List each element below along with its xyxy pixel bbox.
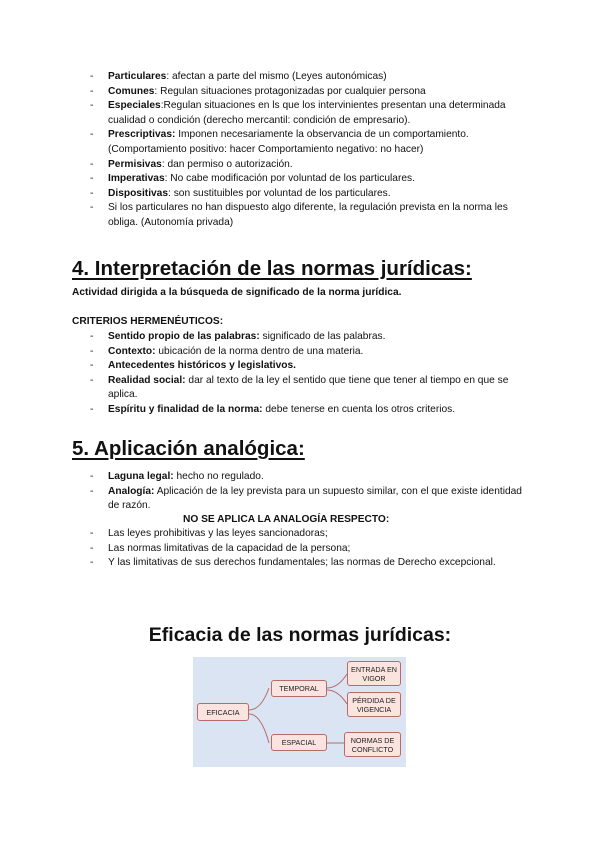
bullet-dash: - xyxy=(90,158,94,170)
perdida-de-vigencia-box: PÉRDIDA DE VIGENCIA xyxy=(347,692,401,717)
bullet-dash: - xyxy=(90,173,94,185)
item-description: hecho no regulado. xyxy=(173,471,264,482)
item-description: Imponen necesariamente la observancia de un comportamiento. (Comportamiento positivo: hacer Comportamiento negativo: no hacer) xyxy=(108,129,469,155)
bullet-dash: - xyxy=(90,528,94,539)
item-term: Prescriptivas: xyxy=(108,129,176,141)
item-description: :Regulan situaciones en ls que los intervinientes presentan una determinada cualidad o condición (derecho mercantil: condición de empresario). xyxy=(108,100,506,126)
entrada-en-vigor-box: ENTRADA EN VIGOR xyxy=(347,661,401,686)
list-item xyxy=(72,187,532,202)
list-item xyxy=(72,374,532,403)
bullet-dash: - xyxy=(90,345,94,357)
connector-temporal-perdida xyxy=(327,690,347,704)
item-description: : No cabe modificación por voluntad de los particulares. xyxy=(164,173,415,185)
connector-root-temporal xyxy=(249,688,269,710)
item-term: Comunes xyxy=(108,85,155,97)
item-description: Aplicación de la ley prevista para un supuesto similar, con el que existe identidad de razón. xyxy=(108,485,522,512)
item-term: Antecedentes históricos y legislativos. xyxy=(108,360,296,372)
list-item xyxy=(72,359,532,374)
item-term: Particulares xyxy=(108,71,167,82)
item-description: Si los particulares no han dispuesto algo diferente, la regulación prevista en la norma les obliga. (Autonomía privada) xyxy=(108,202,508,228)
no-aplica-list xyxy=(72,527,532,571)
item-term: Contexto: xyxy=(108,345,156,357)
item-text: Y las limitativas de sus derechos fundamentales; las normas de Derecho excepcional. xyxy=(108,557,496,569)
bullet-dash: - xyxy=(90,403,94,415)
section-5-title: 5. Aplicación analógica: xyxy=(72,437,305,460)
list-item xyxy=(72,85,532,100)
section-4-subtitle: Actividad dirigida a la búsqueda de significado de la norma jurídica. xyxy=(72,287,402,298)
bullet-dash: - xyxy=(90,187,94,199)
list-item xyxy=(72,470,532,485)
item-description: : afectan a parte del mismo (Leyes autonómicas) xyxy=(166,71,387,82)
list-item xyxy=(72,403,532,418)
criteria-heading: CRITERIOS HERMENÉUTICOS: xyxy=(72,316,224,327)
item-description: : dan permiso o autorización. xyxy=(161,158,293,170)
bullet-dash: - xyxy=(90,542,94,554)
espacial-box: ESPACIAL xyxy=(271,734,327,751)
list-item xyxy=(72,527,532,542)
connector-temporal-entrada xyxy=(327,674,347,688)
item-term: Sentido propio de las palabras: xyxy=(108,331,260,342)
normas-de-conflicto-box: NORMAS DE CONFLICTO xyxy=(344,732,401,757)
list-item xyxy=(72,330,532,345)
item-term: Imperativas xyxy=(108,173,165,185)
bullet-dash: - xyxy=(90,557,94,569)
list-item xyxy=(72,542,532,557)
item-description: dar al texto de la ley el sentido que tiene que tener al tiempo en que se aplica. xyxy=(108,374,509,401)
temporal-box: TEMPORAL xyxy=(271,680,327,697)
item-term: Laguna legal: xyxy=(108,471,174,482)
eficacia-title: Eficacia de las normas jurídicas: xyxy=(148,624,452,646)
item-text: Las leyes prohibitivas y las leyes sancionadoras; xyxy=(108,528,328,539)
connector-root-espacial xyxy=(249,714,269,743)
list-item xyxy=(72,172,532,187)
list-item xyxy=(72,485,532,514)
item-text: Las normas limitativas de la capacidad de la persona; xyxy=(108,542,351,554)
bullet-dash: - xyxy=(90,85,94,97)
item-description: : Regulan situaciones protagonizadas por cualquier persona xyxy=(154,85,426,97)
item-description: ubicación de la norma dentro de una materia. xyxy=(155,345,364,357)
item-term: Realidad social: xyxy=(108,374,186,386)
item-term: Dispositivas xyxy=(108,187,169,199)
bullet-dash: - xyxy=(90,485,94,497)
list-item xyxy=(72,345,532,360)
section-4-title: 4. Interpretación de las normas jurídicas: xyxy=(72,257,472,280)
eficacia-box: EFICACIA xyxy=(197,703,249,721)
eficacia-diagram xyxy=(193,657,406,767)
list-item xyxy=(72,556,532,571)
item-term: Analogía: xyxy=(108,485,155,497)
item-term: Permisivas xyxy=(108,158,162,170)
item-description: : son sustituibles por voluntad de los particulares. xyxy=(168,187,391,199)
no-aplica-heading: NO SE APLICA LA ANALOGÍA RESPECTO: xyxy=(183,514,390,525)
bullet-dash: - xyxy=(90,471,94,482)
bullet-dash: - xyxy=(90,331,94,342)
item-term: Especiales xyxy=(108,100,161,112)
bullet-dash: - xyxy=(90,360,94,372)
list-item xyxy=(72,70,532,85)
bullet-dash: - xyxy=(90,100,94,112)
list-item xyxy=(72,99,532,128)
bullet-dash: - xyxy=(90,129,94,141)
item-description: significado de las palabras. xyxy=(259,331,386,342)
criteria-list xyxy=(72,330,532,418)
item-description: debe tenerse en cuenta los otros criterios. xyxy=(262,403,456,415)
analogy-list xyxy=(72,470,532,514)
bullet-dash: - xyxy=(90,374,94,386)
norm-types-list xyxy=(72,70,532,231)
bullet-dash: - xyxy=(90,202,94,214)
bullet-dash: - xyxy=(90,71,94,82)
item-term: Espíritu y finalidad de la norma: xyxy=(108,403,263,415)
list-item xyxy=(72,128,532,157)
list-item xyxy=(72,158,532,173)
list-item xyxy=(72,201,532,230)
